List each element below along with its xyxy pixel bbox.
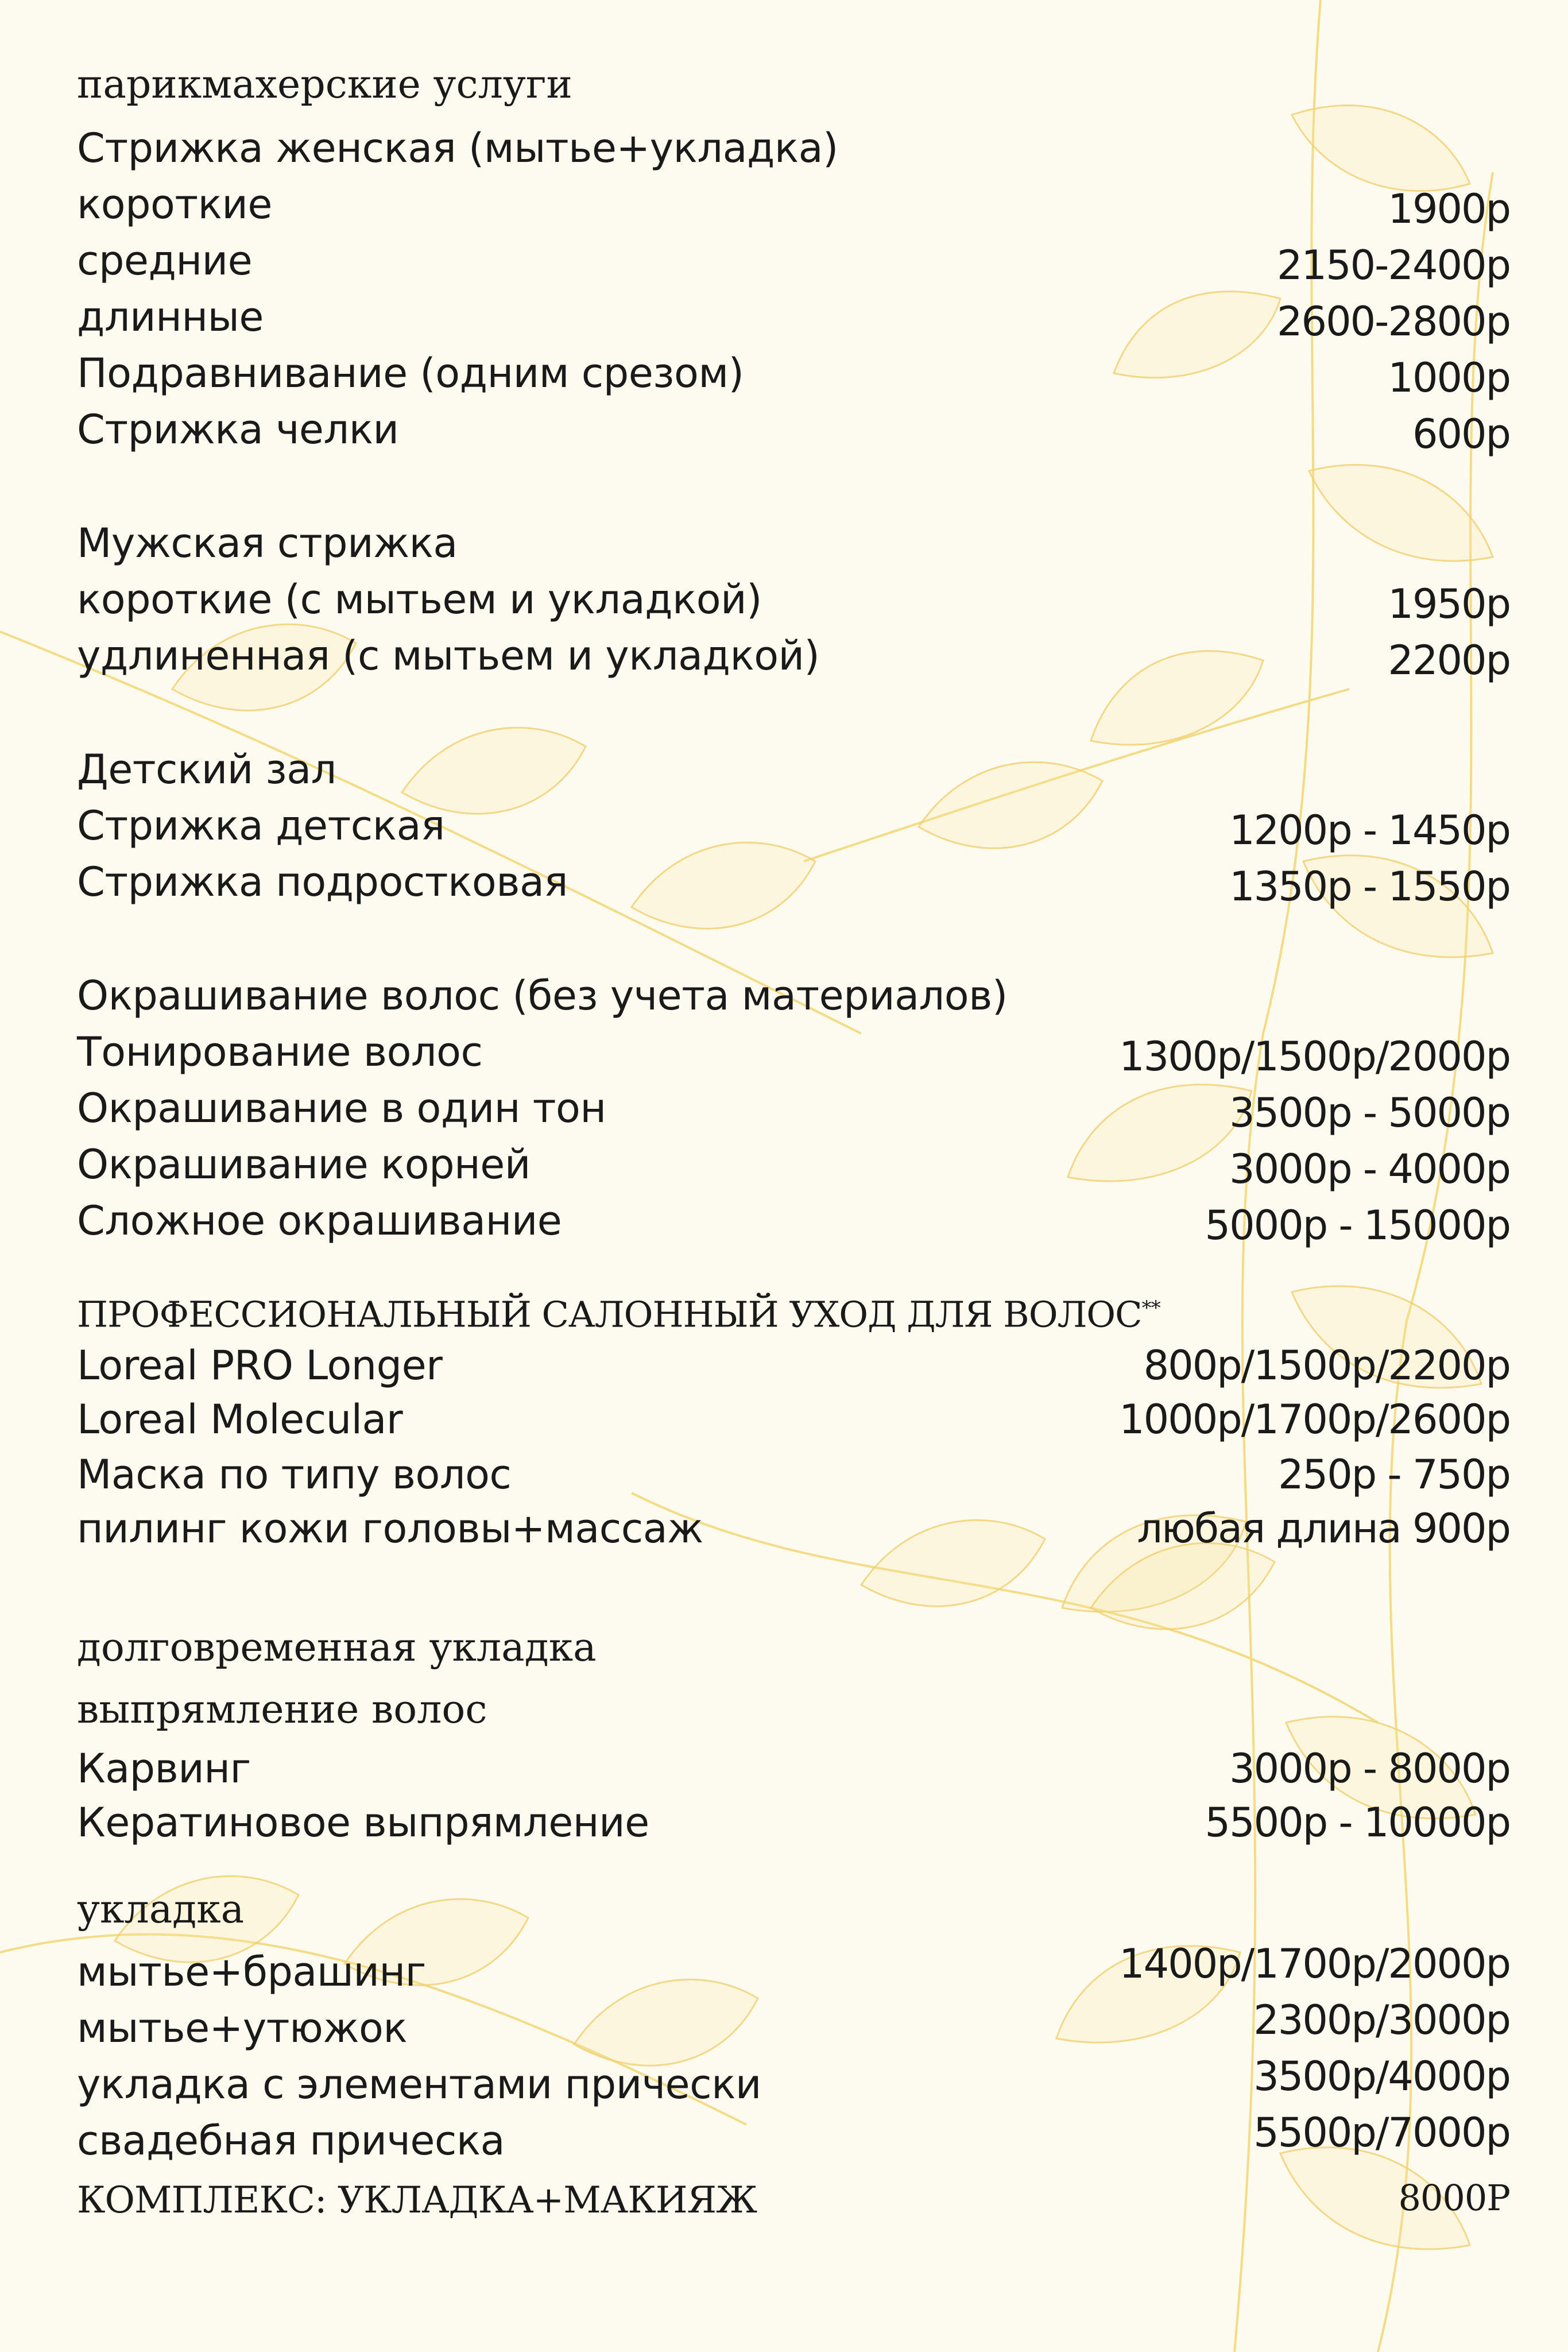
item-name: Карвинг: [77, 1745, 251, 1792]
item-name: Окрашивание волос (без учета материалов): [77, 972, 1008, 1019]
item-price: 800р/1500р/2200р: [1143, 1342, 1510, 1389]
item-price: 2600-2800р: [1277, 298, 1510, 345]
item-name: удлиненная (с мытьем и укладкой): [77, 632, 820, 679]
price-row: [77, 797, 1510, 854]
item-name: Окрашивание корней: [77, 1141, 531, 1188]
item-name: мытье+утюжок: [77, 2005, 408, 2052]
item-price: 1300р/1500р/2000р: [1119, 1033, 1510, 1080]
subsection-title-men: [77, 514, 1510, 572]
price-row: [77, 1446, 1510, 1503]
item-price: 1350р - 1550р: [1229, 863, 1510, 910]
item-name: Окрашивание в один тон: [77, 1085, 606, 1132]
item-price: 1200р - 1450р: [1229, 807, 1510, 854]
item-price: 3000р - 4000р: [1229, 1146, 1510, 1193]
price-row: [77, 2109, 1510, 2169]
item-price: 1000р/1700р/2600р: [1119, 1396, 1510, 1443]
item-name: длинные: [77, 293, 264, 341]
item-name: пилинг кожи головы+массаж: [77, 1505, 703, 1552]
item-name: Стрижка челки: [77, 406, 399, 453]
price-row: [77, 1080, 1510, 1137]
price-row: [77, 627, 1510, 684]
item-name: Подравнивание (одним срезом): [77, 350, 744, 397]
price-row: [77, 345, 1510, 402]
section-title-longterm: долговременная укладка: [77, 1625, 597, 1670]
item-price: любая длина 900р: [1137, 1505, 1510, 1552]
price-row: [77, 176, 1510, 233]
item-name: Стрижка женская (мытье+укладка): [77, 125, 838, 172]
complex-name: КОМПЛЕКС: УКЛАДКА+МАКИЯЖ: [77, 2179, 757, 2222]
item-name: короткие: [77, 181, 272, 228]
item-name: Мужская стрижка: [77, 520, 458, 567]
item-price: 3500р - 5000р: [1229, 1089, 1510, 1136]
section-title-haircuts: парикмахерские услуги: [77, 62, 572, 107]
price-row: [77, 401, 1510, 458]
price-row: [77, 1023, 1510, 1081]
price-row: [77, 232, 1510, 289]
item-price: 5000р - 15000р: [1205, 1202, 1510, 1249]
item-name: мытье+брашинг: [77, 1948, 426, 1995]
item-name: укладка с элементами прически: [77, 2061, 761, 2108]
section-title-care: [77, 1279, 1510, 1344]
subsection-title-kids: [77, 741, 1510, 798]
subsection-title-coloring: [77, 967, 1510, 1024]
item-price: 1000р: [1388, 354, 1510, 401]
item-name: свадебная прическа: [77, 2117, 505, 2164]
item-price: 5500р/7000р: [1253, 2109, 1510, 2156]
price-row: [77, 571, 1510, 628]
item-price: 3000р - 8000р: [1229, 1745, 1510, 1792]
item-price: 3500р/4000р: [1253, 2053, 1510, 2100]
item-name: Детский зал: [77, 746, 336, 793]
item-price: 1950р: [1388, 581, 1510, 628]
item-price: 2300р/3000р: [1253, 1997, 1510, 2044]
footnote-marker: **: [1141, 1297, 1160, 1320]
price-row: [77, 1500, 1510, 1557]
price-row-complex: [77, 2172, 1510, 2229]
item-name: Тонирование волос: [77, 1028, 483, 1076]
price-row: [77, 1740, 1510, 1797]
price-row: [77, 1391, 1510, 1448]
item-price: 2200р: [1388, 637, 1510, 684]
item-name: короткие (с мытьем и укладкой): [77, 576, 762, 623]
item-price: 5500р - 10000р: [1205, 1799, 1510, 1846]
price-row: [77, 1337, 1510, 1394]
item-price: 250р - 750р: [1278, 1451, 1510, 1498]
complex-price: 8000Р: [1398, 2177, 1510, 2219]
item-price: 2150-2400р: [1277, 242, 1510, 289]
item-price: 1900р: [1388, 185, 1510, 233]
item-price: 600р: [1412, 411, 1510, 458]
item-name: Loreal Molecular: [77, 1396, 403, 1443]
price-row: [77, 1794, 1510, 1851]
item-name: Кератиновое выпрямление: [77, 1799, 649, 1846]
item-name: Loreal PRO Longer: [77, 1342, 443, 1389]
price-row: [77, 1192, 1510, 1250]
section-title-straightening: выпрямление волос: [77, 1687, 487, 1732]
subsection-title-women: [77, 119, 1510, 177]
price-row: [77, 853, 1510, 911]
item-name: средние: [77, 237, 253, 284]
item-name: Маска по типу волос: [77, 1451, 512, 1498]
item-price: 1400р/1700р/2000р: [1119, 1940, 1510, 1987]
item-name: Стрижка детская: [77, 802, 445, 849]
price-row: [77, 288, 1510, 346]
section-title-text: ПРОФЕССИОНАЛЬНЫЙ САЛОННЫЙ УХОД ДЛЯ ВОЛОС: [77, 1293, 1142, 1336]
price-row: [77, 1136, 1510, 1193]
section-title-styling: укладка: [77, 1887, 245, 1932]
item-name: Стрижка подростковая: [77, 858, 568, 906]
item-name: Сложное окрашивание: [77, 1197, 562, 1244]
